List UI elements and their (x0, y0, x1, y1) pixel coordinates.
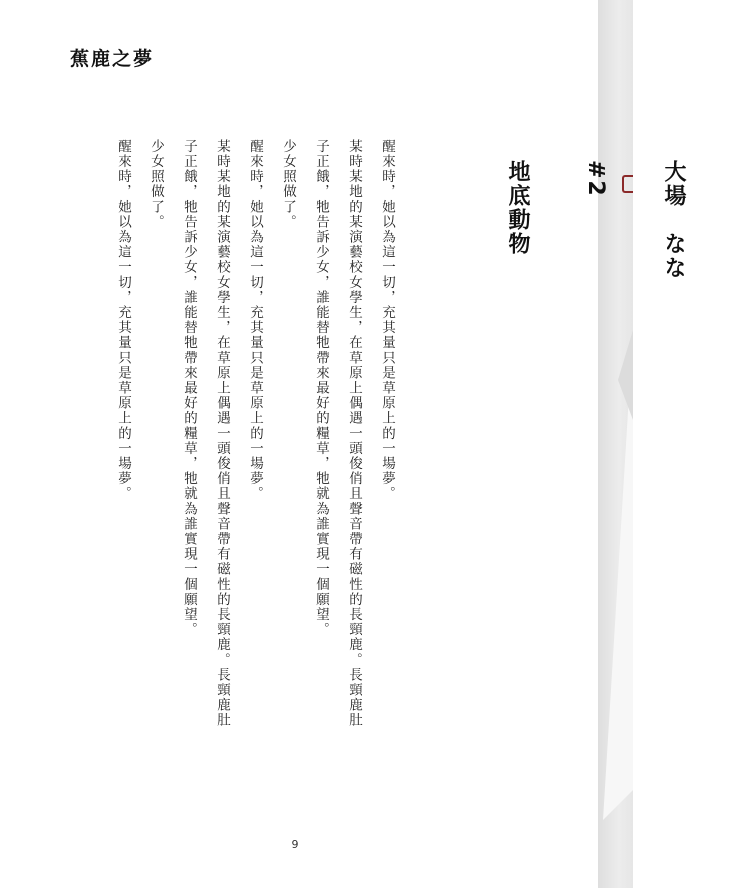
chapter-heading (478, 160, 738, 280)
chapter-author: 大場 なな (661, 160, 686, 280)
text-column: 某時某地的某演藝校女學生，在草原上偶遇一頭俊俏且聲音帶有磁性的長頸鹿。長頸鹿肚 (346, 139, 362, 728)
text-column: 子正餓，牠告訴少女，誰能替牠帶來最好的糧草，牠就為誰實現一個願望。 (181, 139, 197, 638)
chapter-title: 地底動物 (505, 160, 530, 256)
text-column: 醒來時，她以為這一切，充其量只是草原上的一場夢。 (379, 139, 395, 502)
text-column: 某時某地的某演藝校女學生，在草原上偶遇一頭俊俏且聲音帶有磁性的長頸鹿。長頸鹿肚 (214, 139, 230, 728)
text-column: 醒來時，她以為這一切，充其量只是草原上的一場夢。 (247, 139, 263, 502)
adjacent-page-edge (598, 0, 633, 888)
page-number: 9 (291, 838, 299, 851)
page-curl-shadow (598, 0, 633, 888)
chapter-number: #2 (583, 160, 608, 198)
book-title: 蕉鹿之夢 (70, 48, 155, 70)
text-column: 醒來時，她以為這一切，充其量只是草原上的一場夢。 (115, 139, 131, 502)
text-column: 子正餓，牠告訴少女，誰能替牠帶來最好的糧草，牠就為誰實現一個願望。 (313, 139, 329, 638)
text-column: 少女照做了。 (148, 139, 164, 230)
text-column: 少女照做了。 (280, 139, 296, 230)
